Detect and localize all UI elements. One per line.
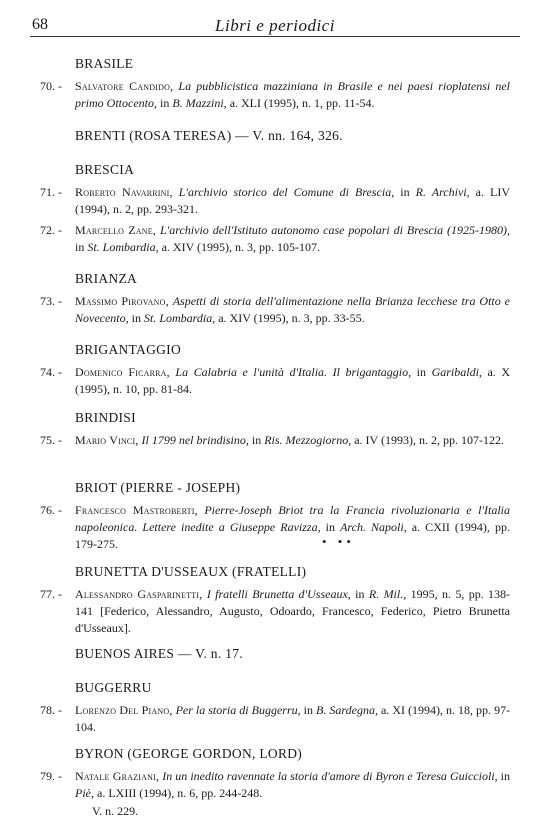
entry-journal: Piè, — [75, 786, 94, 800]
entry-78 — [40, 702, 510, 736]
entry-in: in — [500, 769, 511, 783]
entry-70 — [40, 78, 510, 112]
entry-author: Alessandro Gasparinetti, — [75, 587, 203, 601]
entry-72 — [40, 222, 510, 256]
entry-author: Francesco Mastroberti, — [75, 503, 198, 517]
entry-title: La pubblicistica mazziniana in Brasile e nei paesi rioplatensi nel primo Ottocento, — [75, 79, 510, 110]
entry-number: 73. - — [40, 294, 62, 308]
section-heading-brigantaggio: BRIGANTAGGIO — [75, 342, 182, 357]
entry-79 — [40, 768, 510, 802]
entry-77 — [40, 586, 510, 637]
entry-journal: B. Mazzini, — [172, 96, 227, 110]
section-heading-briot: BRIOT (PIERRE - JOSEPH) — [75, 480, 241, 495]
entry-title: In un inedito ravennate la storia d'amore di Byron e Teresa Guiccioli, — [162, 769, 498, 783]
entry-in: in — [251, 433, 262, 447]
entry-title: Il 1799 nel brindisino, — [141, 433, 249, 447]
entry-in: in — [131, 311, 141, 325]
entry-journal: R. Mil., — [368, 587, 407, 601]
section-heading-brindisi: BRINDISI — [75, 410, 136, 425]
entry-details: a. LIV (1994), n. 2, pp. 293-321. — [75, 185, 510, 216]
entry-75 — [40, 432, 510, 449]
section-heading-brasile: BRASILE — [75, 56, 134, 71]
entry-number: 77. - — [40, 587, 62, 601]
entry-author: Mario Vinci, — [75, 433, 139, 447]
cross-reference-note: V. n. 229. — [92, 804, 139, 818]
entry-in: in — [416, 365, 427, 379]
entry-author: Roberto Navarrini, — [75, 185, 173, 199]
section-heading-brunetta: BRUNETTA D'USSEAUX (FRATELLI) — [75, 564, 307, 579]
entry-author: Lorenzo Del Piano, — [75, 703, 173, 717]
entry-details: a. XLI (1995), n. 1, pp. 11-54. — [229, 96, 375, 110]
entry-details: a. XI (1994), n. 18, pp. 97-104. — [75, 703, 511, 734]
entry-journal: Arch. Napoli, — [340, 520, 407, 534]
entry-in: in — [400, 185, 410, 199]
running-title: Libri e periodici — [215, 16, 335, 35]
stray-dots: • •• — [322, 534, 355, 549]
entry-number: 79. - — [40, 769, 62, 783]
entry-title: La Calabria e l'unità d'Italia. Il brigantaggio, — [175, 365, 412, 379]
page-number: 68 — [32, 16, 48, 33]
entry-journal: Ris. Mezzogiorno, — [264, 433, 352, 447]
entry-title: I fratelli Brunetta d'Usseaux, — [206, 587, 351, 601]
entry-74 — [40, 364, 510, 398]
entry-number: 75. - — [40, 433, 62, 447]
entry-journal: St. Lombardia, — [87, 240, 159, 254]
entry-details: a. XIV (1995), n. 3, pp. 105-107. — [161, 240, 321, 254]
section-heading-buggerru: BUGGERRU — [75, 680, 152, 695]
entry-number: 78. - — [40, 703, 62, 717]
entry-number: 74. - — [40, 365, 62, 379]
entry-76 — [40, 502, 510, 553]
entry-details: a. LXIII (1994), n. 6, pp. 244-248. — [97, 786, 263, 800]
section-heading-byron: BYRON (GEORGE GORDON, LORD) — [75, 746, 303, 761]
entry-journal: St. Lombardia, — [144, 311, 216, 325]
entry-title: L'archivio storico del Comune di Brescia, — [178, 185, 395, 199]
entry-author: Domenico Ficarra, — [75, 365, 170, 379]
entry-number: 72. - — [40, 223, 62, 237]
entry-title: L'archivio dell'Istituto autonomo case popolari di Brescia (1925-1980), — [160, 223, 511, 237]
entry-details: a. CXII (1994), pp. 179-275. — [75, 520, 510, 551]
entry-number: 71. - — [40, 185, 62, 199]
entry-author: Natale Graziani, — [75, 769, 160, 783]
entry-details: a. IV (1993), n. 2, pp. 107-122. — [354, 433, 504, 447]
entry-details: 1995, n. 5, pp. 138-141 [Federico, Alessandro, Augusto, Odoardo, Francesco, Federico, Pietro Brunetta d'Usseaux]. — [75, 587, 511, 635]
entry-title: Pierre-Joseph Briot tra la Francia rivoluzionaria e l'Italia napoleonica. Lettere inedite a Giuseppe Ravizza, — [75, 503, 511, 534]
entry-in: in — [160, 96, 170, 110]
entry-in: in — [355, 587, 365, 601]
page-header — [30, 14, 520, 37]
section-heading-buenos-aires: BUENOS AIRES — V. n. 17. — [75, 646, 243, 661]
entry-journal: Garibaldi, — [431, 365, 482, 379]
entry-author: Massimo Pirovano, — [75, 294, 169, 308]
entry-details: a. X (1995), n. 10, pp. 81-84. — [75, 365, 510, 396]
entry-journal: R. Archivi, — [415, 185, 470, 199]
entry-number: 76. - — [40, 503, 62, 517]
entry-in: in — [303, 703, 314, 717]
entry-author: Marcello Zane, — [75, 223, 157, 237]
entry-in: in — [75, 240, 85, 254]
entry-73 — [40, 293, 510, 327]
entry-71 — [40, 184, 510, 218]
entry-details: a. XIV (1995), n. 3, pp. 33-55. — [218, 311, 365, 325]
section-heading-brianza: BRIANZA — [75, 271, 138, 286]
entry-author: Salvatore Candido, — [75, 79, 174, 93]
entry-in: in — [325, 520, 335, 534]
entry-number: 70. - — [40, 79, 62, 93]
entry-title: Per la storia di Buggerru, — [175, 703, 301, 717]
section-heading-brenti: BRENTI (ROSA TERESA) — V. nn. 164, 326. — [75, 128, 343, 143]
entry-title: Aspetti di storia dell'alimentazione nella Brianza lecchese tra Otto e Novecento, — [75, 294, 510, 325]
entry-journal: B. Sardegna, — [316, 703, 378, 717]
section-heading-brescia: BRESCIA — [75, 162, 135, 177]
